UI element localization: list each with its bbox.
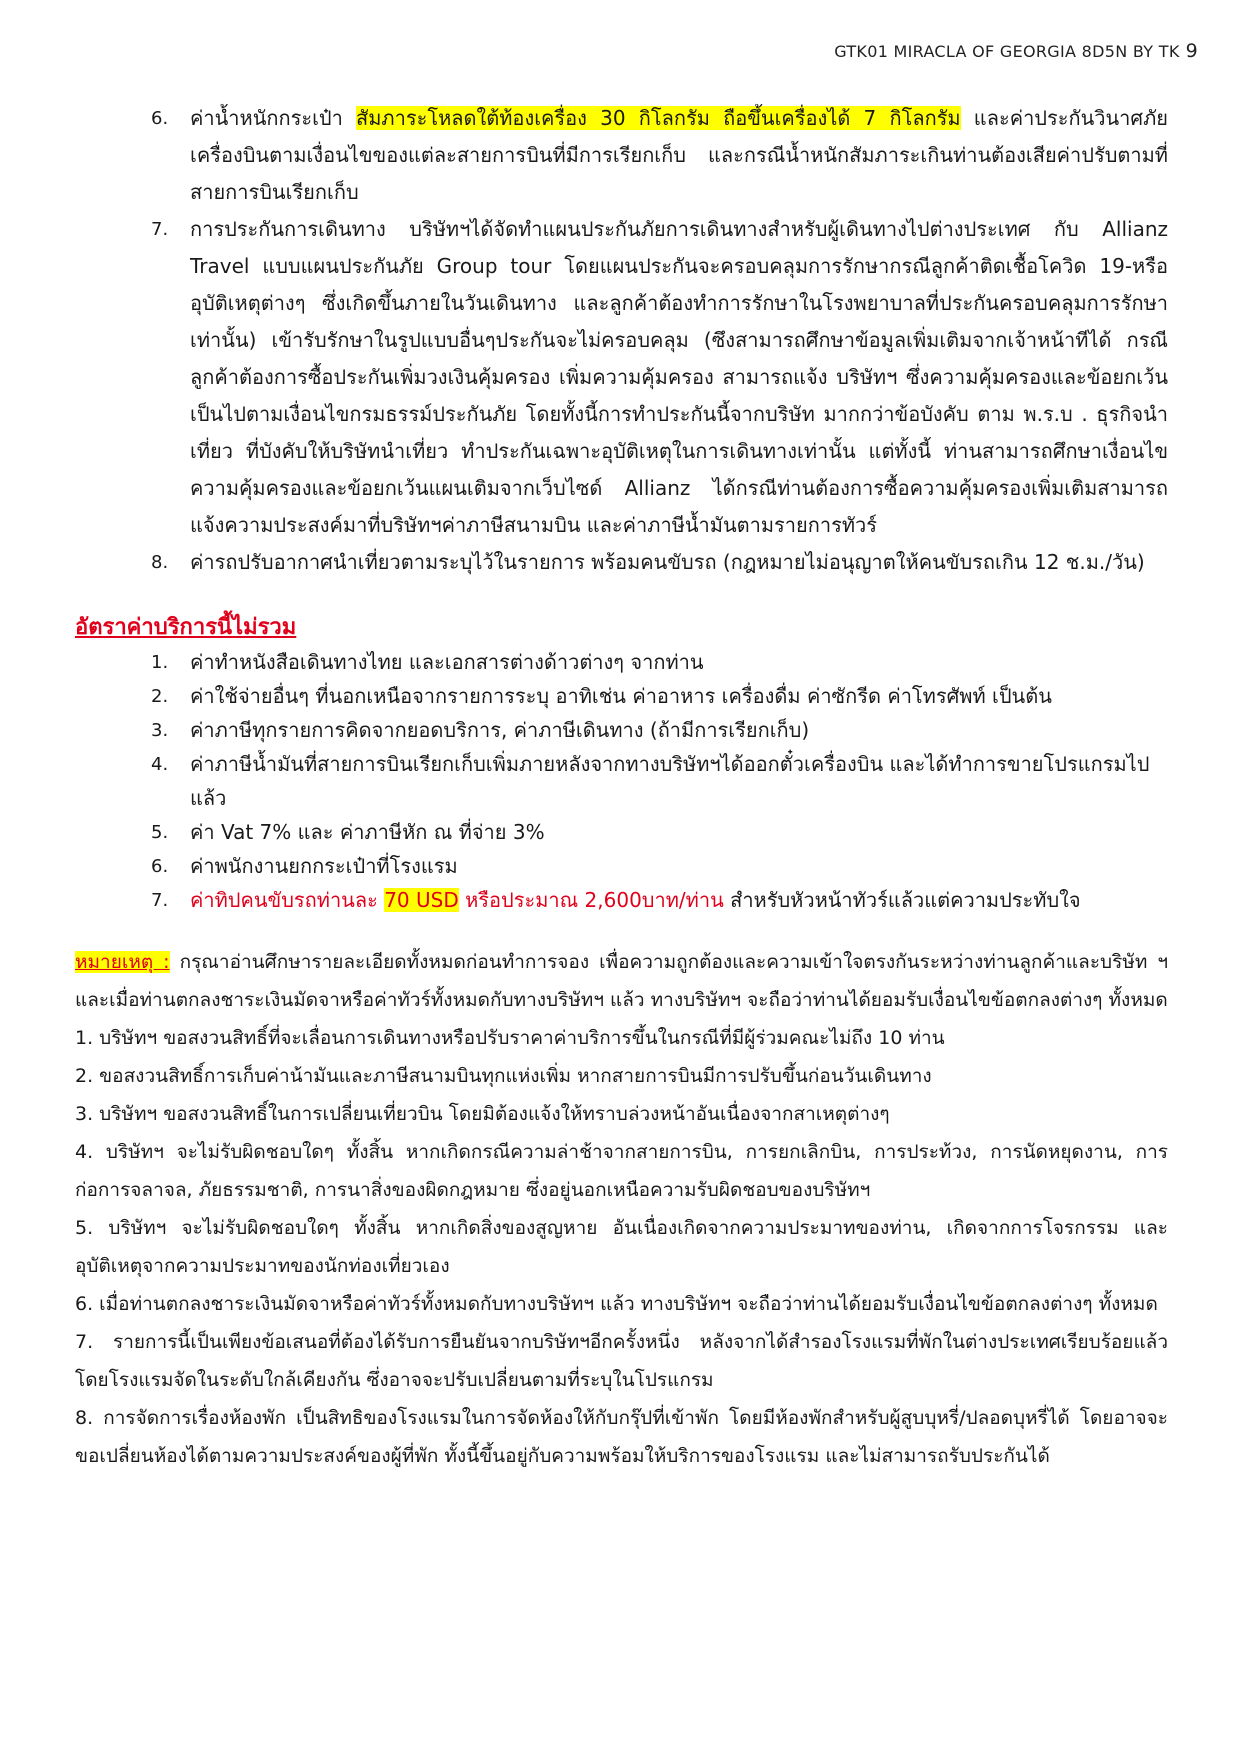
highlighted-text: สัมภาระโหลดใต้ท้องเครื่อง 30 กิโลกรัม ถือขึ้นเครื่องได้ 7 กิโลกรัม	[356, 106, 961, 130]
list-item	[0, 679, 1240, 713]
item-text: ค่าภาษีทุกรายการคิดจากยอดบริการ, ค่าภาษีเดินทาง (ถ้ามีการเรียกเก็บ)	[190, 718, 810, 742]
list-item	[0, 211, 1240, 544]
note-item: 1. บริษัทฯ ขอสงวนสิทธิ์ที่จะเลื่อนการเดินทางหรือปรับราคาค่าบริการขึ้นในกรณีที่มีผู้ร่วมคณะไม่ถึง 10 ท่าน	[75, 1027, 945, 1049]
tip-note: สำหรับหัวหน้าทัวร์แล้วแต่ความประทับใจ	[723, 888, 1081, 912]
note-item: 8. การจัดการเรื่องห้องพัก เป็นสิทธิของโรงแรมในการจัดห้องให้กับกรุ๊ปที่เข้าพัก โดยมีห้องพักสำหรับผู้สูบบุหรี่/ปลอดบุหรี่ได้ โดยอาจจะขอเปลี่ยนห้องได้ตามความประสงค์ของผู้ที่พัก ทั้งนี้ขึ้นอยู่กับความพร้อมให้บริการของโรงแรม และไม่สามารถรับประกันได้	[75, 1407, 1168, 1467]
list-item	[0, 645, 1240, 679]
notes-section	[0, 943, 1240, 1475]
item-text-rest: และค่าประกันวินาศภัยเครื่องบินตามเงื่อนไขของแต่ละสายการบินที่มีการเรียกเก็บ และกรณีน้ำหนักสัมภาระเกินท่านต้องเสียค่าปรับตามที่สายการบินเรียกเก็บ	[190, 106, 1168, 204]
item-number: 7.	[151, 890, 169, 911]
notes-title: หมายเหตุ :	[75, 951, 170, 973]
item-number: 4.	[151, 754, 169, 775]
page-header	[834, 40, 1198, 62]
list-item	[0, 544, 1240, 581]
notes-intro	[75, 943, 1168, 1019]
page-body	[0, 100, 1240, 1475]
item-text: ค่าภาษีน้ำมันที่สายการบินเรียกเก็บเพิ่มภายหลังจากทางบริษัทฯได้ออกตั๋วเครื่องบิน และได้ทำการขายโปรแกรมไปแล้ว	[190, 752, 1150, 810]
notes-intro-text: กรุณาอ่านศึกษารายละเอียดทั้งหมดก่อนทำการจอง เพื่อความถูกต้องและความเข้าใจตรงกันระหว่างท่านลูกค้าและบริษัท ฯ และเมื่อท่านตกลงชาระเงินมัดจาหรือค่าทัวร์ทั้งหมดกับทางบริษัทฯ แล้ว ทางบริษัทฯ จะถือว่าท่านได้ยอมรับเงื่อนไขข้อตกลงต่างๆ ทั้งหมด	[75, 951, 1168, 1011]
item-number: 5.	[151, 822, 169, 843]
list-item	[0, 100, 1240, 211]
item-text: ค่าน้ำหนักกระเป๋า	[190, 106, 357, 130]
tip-approx: หรือประมาณ 2,600บาท/ท่าน	[458, 888, 724, 912]
included-list-continued	[0, 100, 1240, 581]
list-item-tip	[0, 883, 1240, 917]
note-item: 4. บริษัทฯ จะไม่รับผิดชอบใดๆ ทั้งสิ้น หากเกิดกรณีความล่าช้าจากสายการบิน, การยกเลิกบิน, การประท้วง, การนัดหยุดงาน, การก่อการจลาจล, ภัยธรรมชาติ, การนาสิ่งของผิดกฎหมาย ซึ่งอยู่นอกเหนือความรับผิดชอบของบริษัทฯ	[75, 1141, 1168, 1201]
section-title-excluded: อัตราค่าบริการนี้ไม่รวม	[75, 615, 297, 640]
tip-amount: 70 USD	[384, 888, 459, 912]
tip-label: ค่าทิปคนขับรถท่านละ	[190, 888, 385, 912]
page-number: 9	[1185, 40, 1198, 62]
item-number: 6.	[151, 108, 169, 129]
item-number: 8.	[151, 552, 169, 573]
item-number: 2.	[151, 686, 169, 707]
item-number: 7.	[151, 219, 169, 240]
item-text: ค่าทำหนังสือเดินทางไทย และเอกสารต่างด้าวต่างๆ จากท่าน	[190, 650, 704, 674]
note-item: 2. ขอสงวนสิทธิ์การเก็บค่าน้ามันและภาษีสนามบินทุกแห่งเพิ่ม หากสายการบินมีการปรับขึ้นก่อนวันเดินทาง	[75, 1065, 932, 1087]
item-text: ค่า Vat 7% และ ค่าภาษีหัก ณ ที่จ่าย 3%	[190, 820, 545, 844]
item-text: ค่าใช้จ่ายอื่นๆ ที่นอกเหนือจากรายการระบุ อาทิเช่น ค่าอาหาร เครื่องดื่ม ค่าซักรีด ค่าโทรศัพท์ เป็นต้น	[190, 684, 1052, 708]
document-code: GTK01 MIRACLA OF GEORGIA 8D5N BY TK	[834, 42, 1180, 61]
list-item	[0, 815, 1240, 849]
item-number: 1.	[151, 652, 169, 673]
item-text: ค่าพนักงานยกกระเป๋าที่โรงแรม	[190, 854, 458, 878]
note-item: 5. บริษัทฯ จะไม่รับผิดชอบใดๆ ทั้งสิ้น หากเกิดสิ่งของสูญหาย อันเนื่องเกิดจากความประมาทของท่าน, เกิดจากการโจรกรรม และอุบัติเหตุจากความประมาทของนักท่องเที่ยวเอง	[75, 1217, 1168, 1277]
excluded-list	[0, 645, 1240, 917]
list-item	[0, 713, 1240, 747]
note-item: 3. บริษัทฯ ขอสงวนสิทธิ์ในการเปลี่ยนเที่ยวบิน โดยมิต้องแจ้งให้ทราบล่วงหน้าอันเนื่องจากสาเหตุต่างๆ	[75, 1103, 890, 1125]
note-item: 7. รายการนี้เป็นเพียงข้อเสนอที่ต้องได้รับการยืนยันจากบริษัทฯอีกครั้งหนึ่ง หลังจากได้สำรองโรงแรมที่พักในต่างประเทศเรียบร้อยแล้ว โดยโรงแรมจัดในระดับใกล้เคียงกัน ซึ่งอาจจะปรับเปลี่ยนตามที่ระบุในโปรแกรม	[75, 1331, 1168, 1391]
item-text: ค่ารถปรับอากาศนำเที่ยวตามระบุไว้ในรายการ พร้อมคนขับรถ (กฎหมายไม่อนุญาตให้คนขับรถเกิน 12 ช.ม./วัน)	[190, 550, 1145, 574]
item-number: 3.	[151, 720, 169, 741]
list-item	[0, 849, 1240, 883]
item-text: การประกันการเดินทาง บริษัทฯได้จัดทำแผนประกันภัยการเดินทางสำหรับผู้เดินทางไปต่างประเทศ กับ Allianz Travel แบบแผนประกันภัย Group tour โดยแผนประกันจะครอบคลุมการรักษากรณีลูกค้าติดเชื้อโควิด 19-หรืออุบัติเหตุต่างๆ ซึ่งเกิดขึ้นภายในวันเดินทาง และลูกค้าต้องทำการรักษาในโรงพยาบาลที่ประกันครอบคลุมการรักษาเท่านั้น) เข้ารับรักษาในรูปแบบอื่นๆประกันจะไม่ครอบคลุม (ซึงสามารถศึกษาข้อมูลเพิ่มเติมจากเจ้าหน้าทีได้ กรณีลูกค้าต้องการซื้อประกันเพิ่มวงเงินคุ้มครอง เพิ่มความคุ้มครอง สามารถแจ้ง บริษัทฯ ซึ่งความคุ้มครองและข้อยกเว้น เป็นไปตามเงื่อนไขกรมธรรม์ประกันภัย โดยทั้งนี้การทำประกันนี้จากบริษัท มากกว่าข้อบังคับ ตาม พ.ร.บ . ธุรกิจนำเที่ยว ที่บังคับให้บริษัทนำเที่ยว ทำประกันเฉพาะอุบัติเหตุในการเดินทางเท่านั้น แต่ทั้งนี้ ท่านสามารถศึกษาเงื่อนไขความคุ้มครองและข้อยกเว้นแผนเติมจากเว็บไซด์ Allianz ได้กรณีท่านต้องการซื้อความคุ้มครองเพิ่มเติมสามารถแจ้งความประสงค์มาที่บริษัทฯค่าภาษีสนามบิน และค่าภาษีน้ำมันตามรายการทัวร์	[190, 217, 1168, 537]
list-item	[0, 747, 1240, 815]
item-number: 6.	[151, 856, 169, 877]
note-item: 6. เมื่อท่านตกลงชาระเงินมัดจาหรือค่าทัวร์ทั้งหมดกับทางบริษัทฯ แล้ว ทางบริษัทฯ จะถือว่าท่านได้ยอมรับเงื่อนไขข้อตกลงต่างๆ ทั้งหมด	[75, 1293, 1158, 1315]
